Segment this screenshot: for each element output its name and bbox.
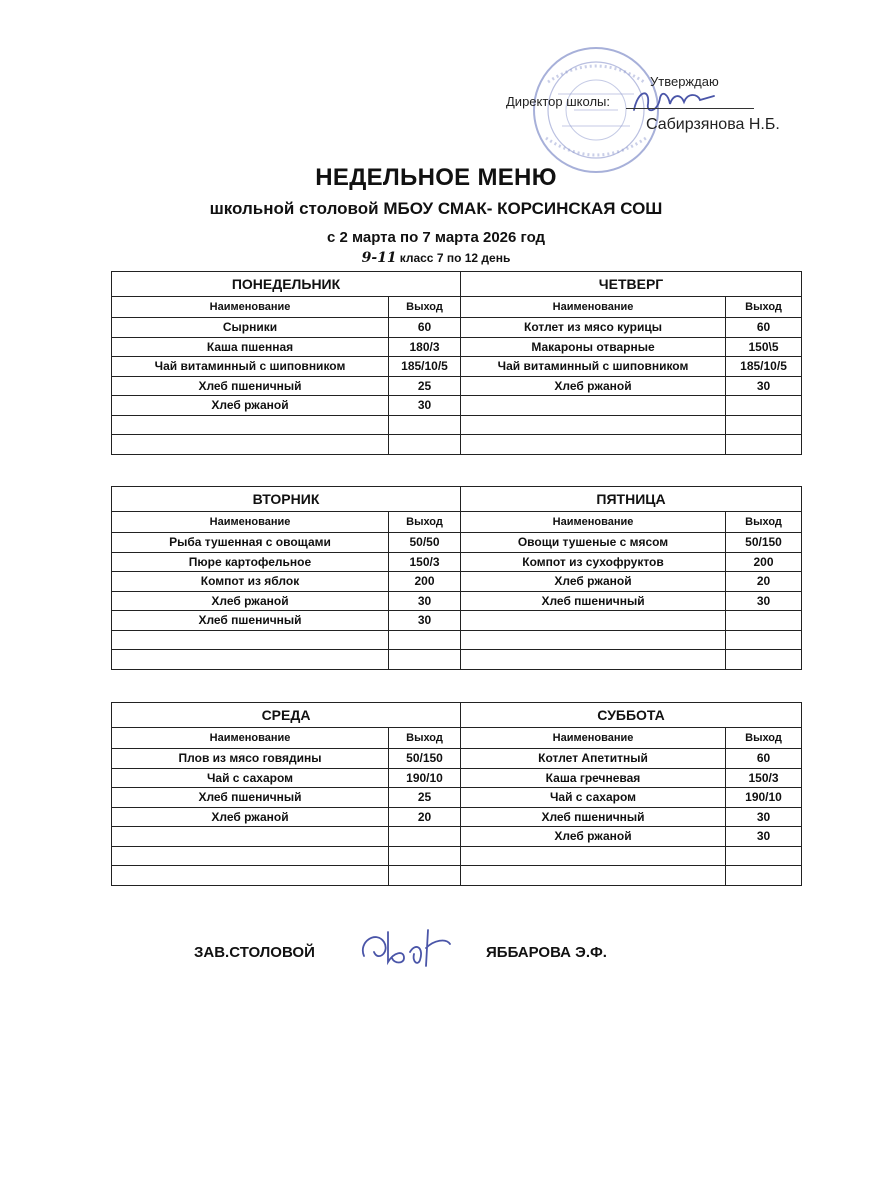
dish-yield: 50/50 <box>389 533 461 553</box>
dish-yield <box>726 415 802 435</box>
dish-yield <box>389 846 461 866</box>
dish-yield <box>389 435 461 455</box>
dish-name <box>112 650 389 670</box>
menu-table-tuesday-friday <box>111 486 802 670</box>
col-yield-header: Выход <box>726 512 802 533</box>
dish-name <box>112 630 389 650</box>
day-title-tuesday: ВТОРНИК <box>112 487 461 512</box>
dish-yield <box>726 396 802 416</box>
dish-yield: 20 <box>389 807 461 827</box>
dish-yield: 185/10/5 <box>726 357 802 377</box>
dish-name: Хлеб пшеничный <box>461 591 726 611</box>
dish-name: Макароны отварные <box>461 337 726 357</box>
dish-yield: 150/3 <box>389 552 461 572</box>
table-row <box>112 415 802 435</box>
dish-name: Сырники <box>112 318 389 338</box>
date-range: с 2 марта по 7 марта 2026 год <box>326 229 546 246</box>
col-name-header: Наименование <box>112 297 389 318</box>
table-row <box>112 611 802 631</box>
day-title-wednesday: СРЕДА <box>112 703 461 728</box>
dish-name <box>112 827 389 847</box>
table-row <box>112 376 802 396</box>
table-row <box>112 846 802 866</box>
col-name-header: Наименование <box>461 297 726 318</box>
dish-name <box>112 435 389 455</box>
dish-name: Рыба тушенная с овощами <box>112 533 389 553</box>
day-title-monday: ПОНЕДЕЛЬНИК <box>112 272 461 297</box>
dish-yield <box>389 650 461 670</box>
grade-handwritten: 9-11 <box>361 250 397 266</box>
dish-yield: 185/10/5 <box>389 357 461 377</box>
dish-yield <box>389 630 461 650</box>
dish-name: Чай витаминный с шиповником <box>112 357 389 377</box>
table-row <box>112 572 802 592</box>
dish-name: Хлеб ржаной <box>461 827 726 847</box>
col-name-header: Наименование <box>112 728 389 749</box>
table-row <box>112 827 802 847</box>
dish-yield <box>726 650 802 670</box>
col-yield-header: Выход <box>726 297 802 318</box>
dish-name <box>461 630 726 650</box>
dish-name: Хлеб пшеничный <box>112 788 389 808</box>
dish-name: Хлеб пшеничный <box>461 807 726 827</box>
dish-name: Хлеб ржаной <box>461 376 726 396</box>
col-yield-header: Выход <box>389 512 461 533</box>
page-title: НЕДЕЛЬНОЕ МЕНЮ <box>315 164 557 191</box>
director-label: Директор школы: <box>506 94 610 109</box>
director-name: Сабирзянова Н.Б. <box>646 116 780 133</box>
dish-name: Плов из мясо говядины <box>112 749 389 769</box>
canteen-head-signature <box>354 922 454 972</box>
dish-yield: 60 <box>726 749 802 769</box>
table-row <box>112 749 802 769</box>
menu-table-monday-thursday <box>111 271 802 455</box>
table-row <box>112 318 802 338</box>
table-row <box>112 788 802 808</box>
col-yield-header: Выход <box>389 728 461 749</box>
dish-yield <box>389 415 461 435</box>
table-row <box>112 357 802 377</box>
dish-yield: 150\5 <box>726 337 802 357</box>
table-row <box>112 866 802 886</box>
dish-name: Овощи тушеные с мясом <box>461 533 726 553</box>
dish-yield: 30 <box>726 807 802 827</box>
dish-name: Котлет Апетитный <box>461 749 726 769</box>
dish-name: Хлеб пшеничный <box>112 611 389 631</box>
dish-name <box>112 866 389 886</box>
canteen-head-label: ЗАВ.СТОЛОВОЙ <box>194 944 315 961</box>
dish-name: Котлет из мясо курицы <box>461 318 726 338</box>
table-row <box>112 435 802 455</box>
dish-name <box>461 435 726 455</box>
table-row <box>112 591 802 611</box>
dish-yield: 200 <box>389 572 461 592</box>
dish-yield: 30 <box>389 611 461 631</box>
dish-yield: 60 <box>726 318 802 338</box>
dish-name: Компот из сухофруктов <box>461 552 726 572</box>
dish-yield <box>389 866 461 886</box>
dish-name: Хлеб ржаной <box>112 591 389 611</box>
col-name-header: Наименование <box>112 512 389 533</box>
dish-name: Хлеб пшеничный <box>112 376 389 396</box>
dish-name: Хлеб ржаной <box>112 396 389 416</box>
dish-name <box>461 846 726 866</box>
dish-name: Каша пшенная <box>112 337 389 357</box>
dish-name: Чай витаминный с шиповником <box>461 357 726 377</box>
signature-line <box>626 108 754 109</box>
table-row <box>112 533 802 553</box>
dish-yield: 25 <box>389 376 461 396</box>
grade-text: класс 7 по 12 день <box>399 251 511 265</box>
approved-label: Утверждаю <box>650 74 719 89</box>
dish-yield: 30 <box>726 376 802 396</box>
dish-yield: 50/150 <box>389 749 461 769</box>
dish-yield: 20 <box>726 572 802 592</box>
dish-yield: 30 <box>726 591 802 611</box>
approval-block <box>500 70 820 140</box>
dish-name: Пюре картофельное <box>112 552 389 572</box>
dish-yield: 50/150 <box>726 533 802 553</box>
dish-yield: 150/3 <box>726 768 802 788</box>
dish-yield: 25 <box>389 788 461 808</box>
dish-name <box>461 415 726 435</box>
dish-yield <box>726 866 802 886</box>
dish-name: Чай с сахаром <box>112 768 389 788</box>
day-title-saturday: СУББОТА <box>461 703 802 728</box>
col-yield-header: Выход <box>726 728 802 749</box>
dish-yield: 190/10 <box>726 788 802 808</box>
canteen-head-name: ЯББАРОВА Э.Ф. <box>486 944 607 961</box>
dish-yield: 180/3 <box>389 337 461 357</box>
col-yield-header: Выход <box>389 297 461 318</box>
table-row <box>112 630 802 650</box>
table-row <box>112 650 802 670</box>
dish-name <box>112 415 389 435</box>
dish-name <box>461 650 726 670</box>
dish-yield <box>726 846 802 866</box>
col-name-header: Наименование <box>461 512 726 533</box>
footer-signature-block <box>0 936 872 986</box>
dish-yield: 30 <box>726 827 802 847</box>
dish-yield: 30 <box>389 396 461 416</box>
dish-name: Хлеб ржаной <box>461 572 726 592</box>
dish-name <box>461 866 726 886</box>
table-row <box>112 807 802 827</box>
day-title-friday: ПЯТНИЦА <box>461 487 802 512</box>
dish-name: Каша гречневая <box>461 768 726 788</box>
dish-name: Компот из яблок <box>112 572 389 592</box>
table-row <box>112 552 802 572</box>
col-name-header: Наименование <box>461 728 726 749</box>
dish-yield <box>726 435 802 455</box>
menu-table-wednesday-saturday <box>111 702 802 886</box>
grade-line <box>0 250 872 266</box>
table-row <box>112 337 802 357</box>
dish-name: Хлеб ржаной <box>112 807 389 827</box>
dish-name <box>461 611 726 631</box>
table-row <box>112 768 802 788</box>
dish-name <box>461 396 726 416</box>
dish-yield <box>389 827 461 847</box>
dish-yield: 190/10 <box>389 768 461 788</box>
dish-yield: 200 <box>726 552 802 572</box>
dish-name <box>112 846 389 866</box>
day-title-thursday: ЧЕТВЕРГ <box>461 272 802 297</box>
dish-yield <box>726 611 802 631</box>
dish-yield: 60 <box>389 318 461 338</box>
table-row <box>112 396 802 416</box>
dish-name: Чай с сахаром <box>461 788 726 808</box>
dish-yield <box>726 630 802 650</box>
school-name: школьной столовой МБОУ СМАК- КОРСИНСКАЯ СОШ <box>209 199 663 218</box>
dish-yield: 30 <box>389 591 461 611</box>
